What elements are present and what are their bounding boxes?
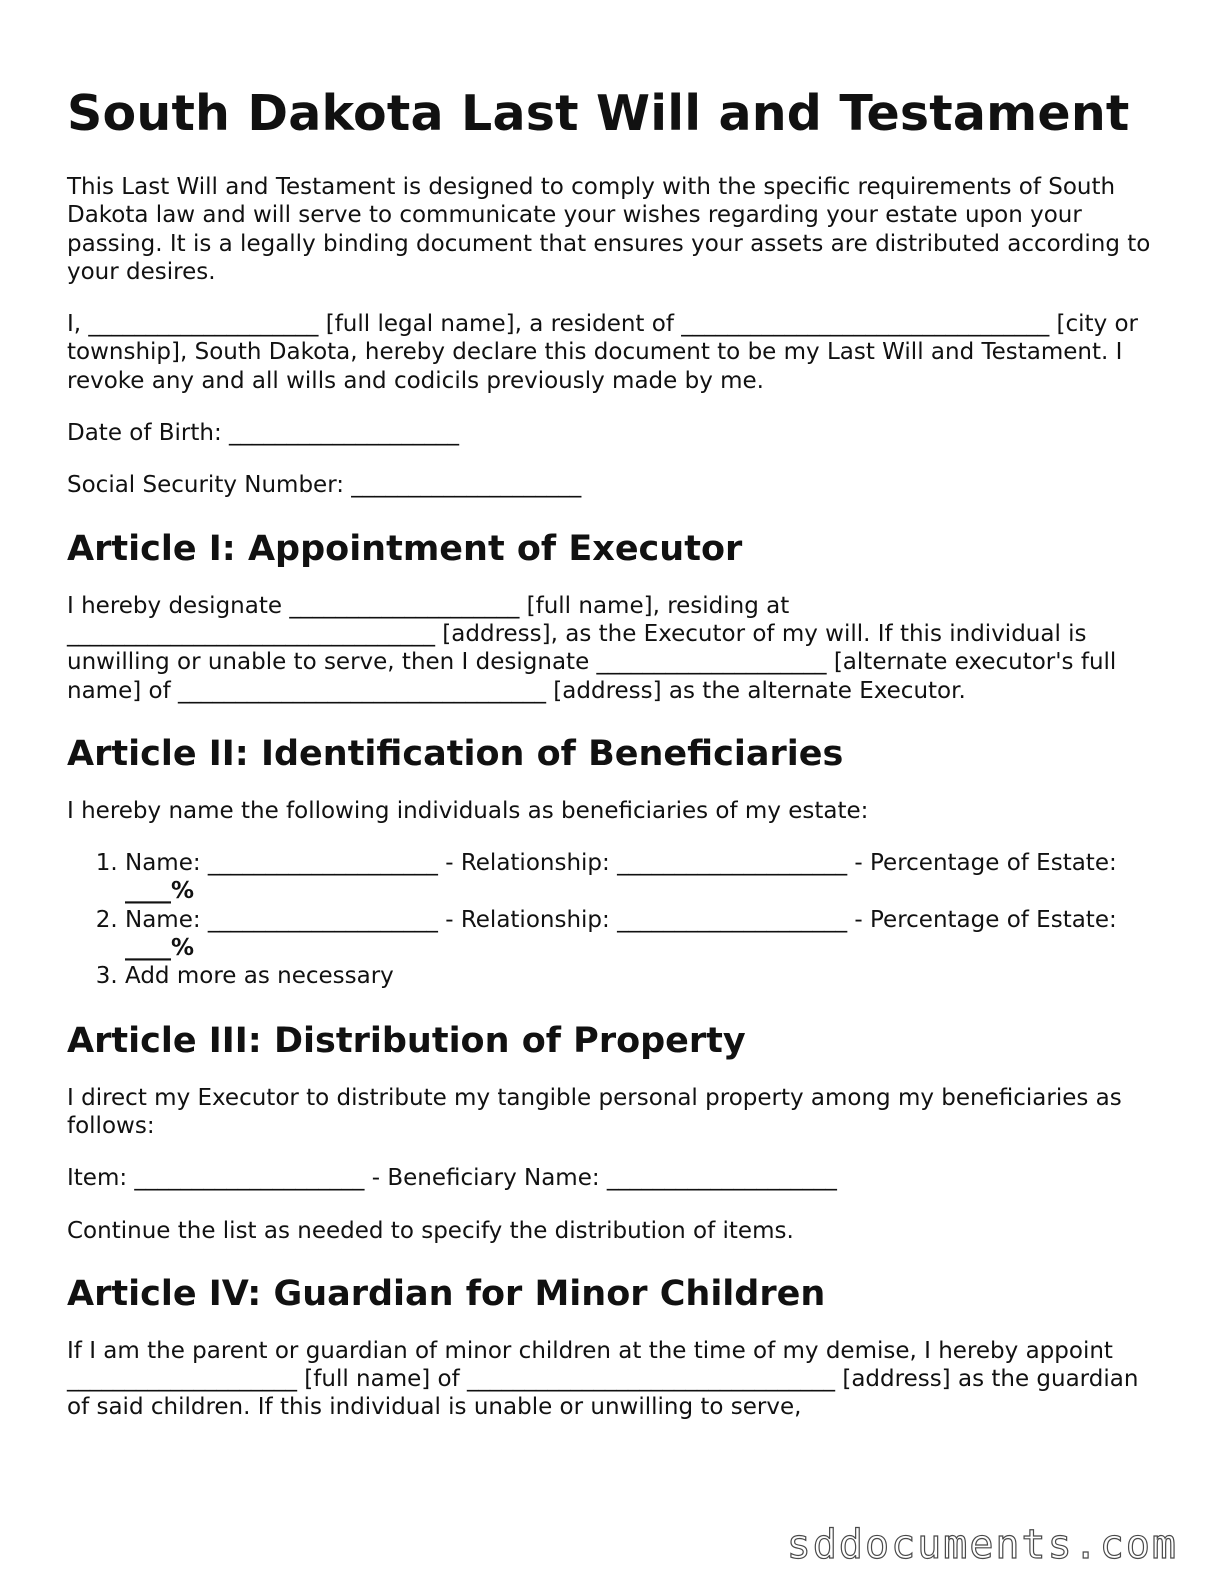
item-line: Item: ____________________ - Beneficiary Name: ____________________ bbox=[67, 1165, 837, 1192]
watermark-logo: sddocuments.com bbox=[786, 1522, 1178, 1568]
article-4-text: If I am the parent or guardian of minor children at the time of my demise, I hereby appoint ____________________ [full name] of ________________________________ [address] as the guardian of said children. If this individual is unable or unwilling to serve, bbox=[67, 1337, 1139, 1421]
article-3-heading: Article III: Distribution of Property bbox=[67, 1020, 746, 1061]
list-item: 1. Name: ____________________ - Relationship: ____________________ - Percentage of Estate: ____% bbox=[125, 849, 1152, 906]
document-title: South Dakota Last Will and Testament bbox=[67, 85, 1130, 142]
date-of-birth-line: Date of Birth: ____________________ bbox=[67, 420, 460, 447]
list-item: 3. Add more as necessary bbox=[125, 962, 1152, 990]
ssn-line: Social Security Number: ____________________ bbox=[67, 472, 582, 499]
beneficiary-list bbox=[67, 849, 1152, 990]
article-4-heading: Article IV: Guardian for Minor Children bbox=[67, 1273, 826, 1314]
article-1-heading: Article I: Appointment of Executor bbox=[67, 528, 743, 569]
percentage-blank: ____% bbox=[125, 935, 195, 962]
article-2-text: I hereby name the following individuals as beneficiaries of my estate: bbox=[67, 797, 869, 824]
declaration-paragraph: I, ____________________ [full legal name], a resident of ________________________________ [city or township], South Dakota, hereby declare this document to be my Last Will and Testament. I revoke any and all wills and codicils previously made by me. bbox=[67, 311, 1139, 394]
intro-paragraph: This Last Will and Testament is designed to comply with the specific requirements of South Dakota law and will serve to communicate your wishes regarding your estate upon your passing. It is a legally binding document that ensures your assets are distributed according to your desires. bbox=[67, 174, 1151, 285]
continue-note: Continue the list as needed to specify the distribution of items. bbox=[67, 1217, 794, 1244]
article-1-text: I hereby designate ____________________ [full name], residing at ________________________________ [address], as the Executor of my will. If this individual is unwilling or unable to serve, then I designate ____________________ [alternate executor's full name] of ________________________________ [address] as the alternate Executor. bbox=[67, 592, 1117, 704]
percentage-blank: ____% bbox=[125, 878, 195, 905]
document-page bbox=[67, 82, 1152, 1446]
article-3-text: I direct my Executor to distribute my tangible personal property among my beneficiaries as follows: bbox=[67, 1084, 1122, 1139]
list-item: 2. Name: ____________________ - Relationship: ____________________ - Percentage of Estate: ____% bbox=[125, 906, 1152, 963]
article-2-heading: Article II: Identification of Beneficiaries bbox=[67, 733, 844, 774]
